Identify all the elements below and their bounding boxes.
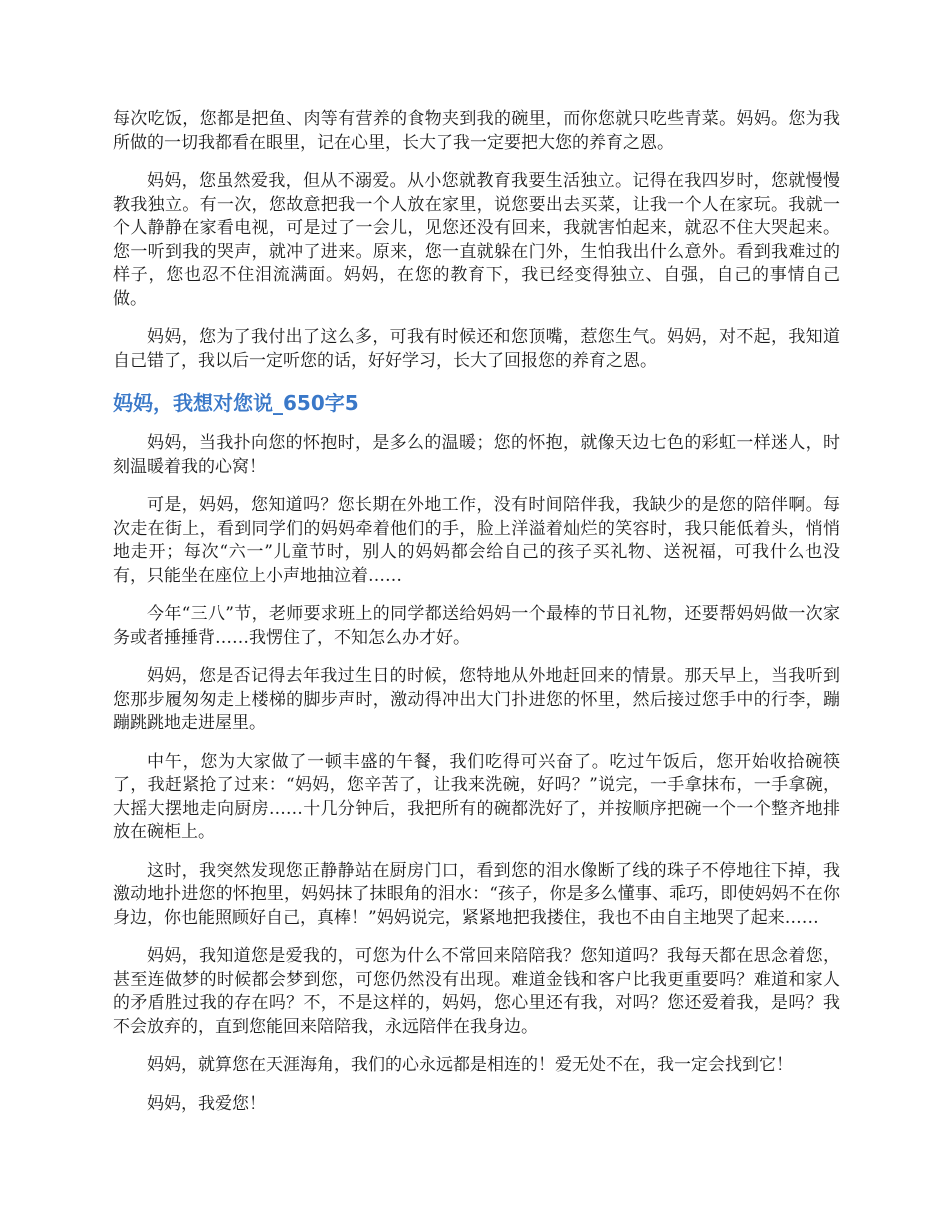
paragraph: 妈妈，就算您在天涯海角，我们的心永远都是相连的！爱无处不在，我一定会找到它！ — [147, 1055, 793, 1075]
paragraph: 妈妈，您为了我付出了这么多，可我有时候还和您顶嘴，惹您生气。妈妈，对不起，我知道自己错了，我以后一定听您的话，好好学习，长大了回报您的养育之恩。 — [113, 327, 840, 371]
paragraph: 这时，我突然发现您正静静站在厨房门口，看到您的泪水像断了线的珠子不停地往下掉，我激动地扑进您的怀抱里，妈妈抹了抹眼角的泪水：“孩子，你是多么懂事、乖巧，即使妈妈不在你身边，你也能照顾好自己，真棒！”妈妈说完，紧紧地把我搂住，我也不由自主地哭了起来…… — [113, 860, 840, 928]
paragraph: 妈妈，我知道您是爱我的，可您为什么不常回来陪陪我？您知道吗？我每天都在思念着您，甚至连做梦的时候都会梦到您，可您仍然没有出现。难道金钱和客户比我更重要吗？难道和家人的矛盾胜过我的存在吗？不，不是这样的，妈妈，您心里还有我，对吗？您还爱着我，是吗？我不会放弃的，直到您能回来陪陪我，永远陪伴在我身边。 — [113, 946, 840, 1037]
paragraph: 今年“三八”节，老师要求班上的同学都送给妈妈一个最棒的节日礼物，还要帮妈妈做一次家务或者捶捶背……我愣住了，不知怎么办才好。 — [113, 604, 840, 648]
paragraph: 妈妈，您虽然爱我，但从不溺爱。从小您就教育我要生活独立。记得在我四岁时，您就慢慢教我独立。有一次，您故意把我一个人放在家里，说您要出去买菜，让我一个人在家玩。我就一个人静静在家看电视，可是过了一会儿，见您还没有回来，我就害怕起来，就忍不住大哭起来。您一听到我的哭声，就冲了进来。原来，您一直就躲在门外，生怕我出什么意外。看到我难过的样子，您也忍不住泪流满面。妈妈，在您的教育下，我已经变得独立、自强，自己的事情自己做。 — [113, 171, 840, 309]
paragraph: 中午，您为大家做了一顿丰盛的午餐，我们吃得可兴奋了。吃过午饭后，您开始收拾碗筷了，我赶紧抢了过来：“妈妈，您辛苦了，让我来洗碗，好吗？”说完，一手拿抹布，一手拿碗，大摇大摆地走向厨房……十几分钟后，我把所有的碗都洗好了，并按顺序把碗一个一个整齐地排放在碗柜上。 — [113, 751, 840, 842]
paragraph: 妈妈，我爱您！ — [147, 1093, 266, 1114]
section-heading: 妈妈，我想对您说_650字5 — [113, 391, 359, 415]
paragraph: 妈妈，当我扑向您的怀抱时，是多么的温暖；您的怀抱，就像天边七色的彩虹一样迷人，时刻温暖着我的心窝！ — [113, 433, 840, 477]
paragraph: 妈妈，您是否记得去年我过生日的时候，您特地从外地赶回来的情景。那天早上，当我听到您那步履匆匆走上楼梯的脚步声时，激动得冲出大门扑进您的怀里，然后接过您手中的行李，蹦蹦跳跳地走进屋里。 — [113, 666, 840, 733]
paragraph: 每次吃饭，您都是把鱼、肉等有营养的食物夹到我的碗里，而你您就只吃些青菜。妈妈。您为我所做的一切我都看在眼里，记在心里，长大了我一定要把大您的养育之恩。 — [113, 109, 840, 153]
document-page — [113, 108, 840, 1131]
paragraph: 可是，妈妈，您知道吗？您长期在外地工作，没有时间陪伴我，我缺少的是您的陪伴啊。每次走在街上，看到同学们的妈妈牵着他们的手，脸上洋溢着灿烂的笑容时，我只能低着头，悄悄地走开；每次“六一”儿童节时，别人的妈妈都会给自己的孩子买礼物、送祝福，可我什么也没有，只能坐在座位上小声地抽泣着…… — [113, 495, 840, 586]
